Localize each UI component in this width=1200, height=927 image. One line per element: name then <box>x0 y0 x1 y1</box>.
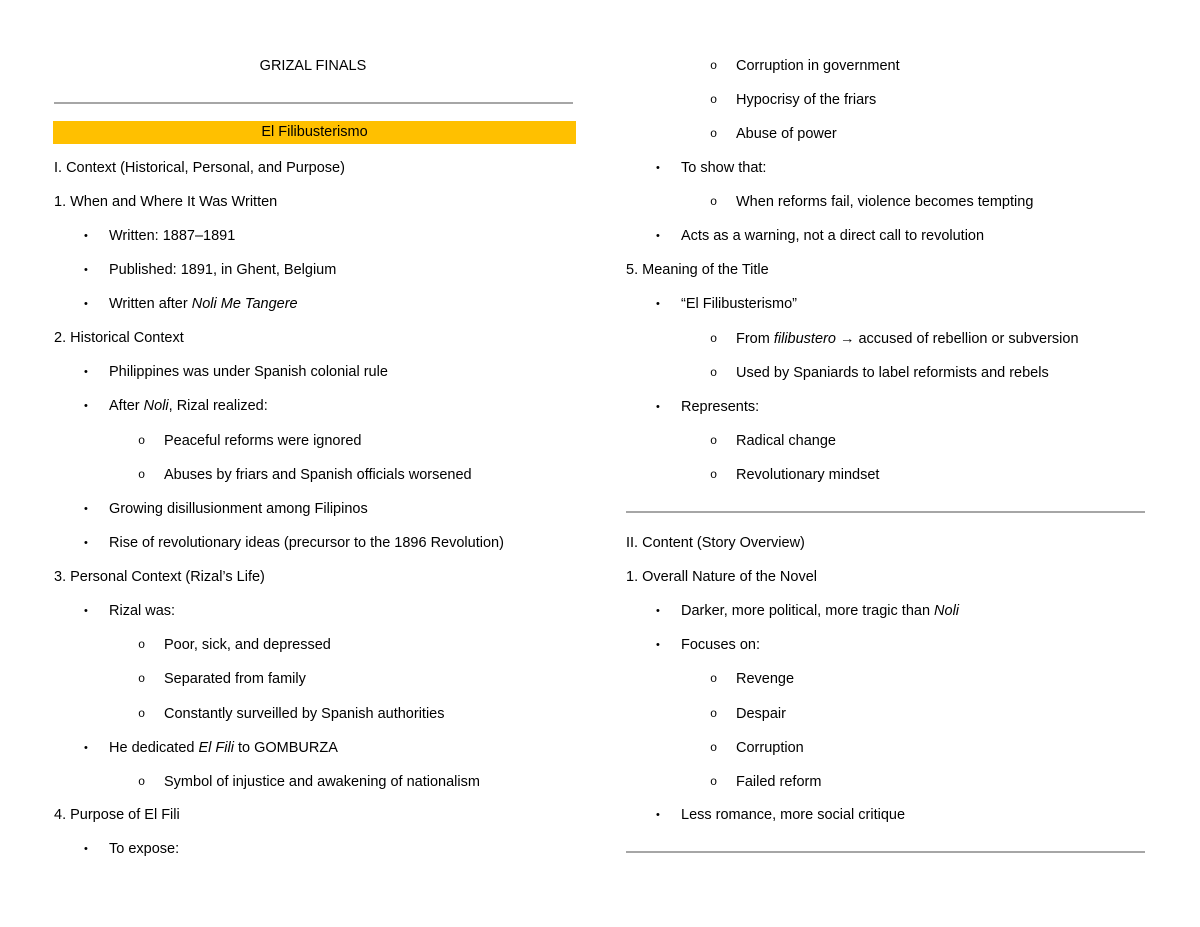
list-item: Darker, more political, more tragic than Noli <box>681 603 960 619</box>
sub-bullet-marker: o <box>138 775 146 789</box>
sub-list-item: Corruption in government <box>736 58 900 74</box>
bullet-marker: • <box>656 639 660 651</box>
subheading-historical: 2. Historical Context <box>54 330 184 346</box>
list-item: Represents: <box>681 399 760 415</box>
list-item: Focuses on: <box>681 637 760 653</box>
list-item: To expose: <box>109 841 180 857</box>
title-divider <box>54 102 573 104</box>
bullet-marker: • <box>84 503 88 515</box>
sub-list-item: Symbol of injustice and awakening of nationalism <box>164 774 480 790</box>
sub-bullet-marker: o <box>710 195 718 209</box>
sub-list-item: Hypocrisy of the friars <box>736 92 877 108</box>
sub-bullet-marker: o <box>138 638 146 652</box>
list-item: Growing disillusionment among Filipinos <box>109 501 368 517</box>
bullet-marker: • <box>656 230 660 242</box>
subheading-purpose: 4. Purpose of El Fili <box>54 807 180 823</box>
list-item: Less romance, more social critique <box>681 807 906 823</box>
sub-list-item: Constantly surveilled by Spanish authorities <box>164 706 445 722</box>
list-item: He dedicated El Fili to GOMBURZA <box>109 740 338 756</box>
bullet-marker: • <box>84 264 88 276</box>
list-item: Rise of revolutionary ideas (precursor to the 1896 Revolution) <box>109 535 504 551</box>
sub-list-item: Failed reform <box>736 774 822 790</box>
sub-list-item: Used by Spaniards to label reformists and rebels <box>736 365 1049 381</box>
sub-list-item: Poor, sick, and depressed <box>164 637 331 653</box>
section-heading-context: I. Context (Historical, Personal, and Purpose) <box>54 160 345 176</box>
bullet-marker: • <box>84 298 88 310</box>
sub-bullet-marker: o <box>710 332 718 346</box>
bullet-marker: • <box>656 605 660 617</box>
section-heading-content: II. Content (Story Overview) <box>626 535 805 551</box>
sub-list-item: Peaceful reforms were ignored <box>164 433 362 449</box>
bullet-marker: • <box>84 605 88 617</box>
document-title: GRIZAL FINALS <box>259 58 367 74</box>
bullet-marker: • <box>84 400 88 412</box>
list-item: After Noli, Rizal realized: <box>109 398 268 414</box>
sub-list-item: Despair <box>736 706 786 722</box>
sub-bullet-marker: o <box>710 741 718 755</box>
list-item: “El Filibusterismo” <box>681 296 798 312</box>
list-item: Published: 1891, in Ghent, Belgium <box>109 262 337 278</box>
subheading-overall-nature: 1. Overall Nature of the Novel <box>626 569 818 585</box>
section-divider <box>626 851 1145 853</box>
subheading-personal: 3. Personal Context (Rizal’s Life) <box>54 569 265 585</box>
subheading-title-meaning: 5. Meaning of the Title <box>626 262 769 278</box>
sub-bullet-marker: o <box>710 59 718 73</box>
sub-list-item: Abuse of power <box>736 126 837 142</box>
list-item: Acts as a warning, not a direct call to revolution <box>681 228 985 244</box>
sub-bullet-marker: o <box>710 366 718 380</box>
sub-bullet-marker: o <box>138 468 146 482</box>
sub-list-item: When reforms fail, violence becomes tempting <box>736 194 1034 210</box>
list-item: Philippines was under Spanish colonial rule <box>109 364 388 380</box>
list-item: Rizal was: <box>109 603 176 619</box>
sub-bullet-marker: o <box>710 672 718 686</box>
bullet-marker: • <box>656 162 660 174</box>
sub-list-item: From filibustero → accused of rebellion or subversion <box>736 331 1079 347</box>
sub-bullet-marker: o <box>710 707 718 721</box>
list-item: Written after Noli Me Tangere <box>109 296 298 312</box>
sub-list-item: Revolutionary mindset <box>736 467 880 483</box>
sub-bullet-marker: o <box>710 93 718 107</box>
subheading-when-where: 1. When and Where It Was Written <box>54 194 278 210</box>
bullet-marker: • <box>84 843 88 855</box>
sub-bullet-marker: o <box>710 468 718 482</box>
sub-list-item: Separated from family <box>164 671 306 687</box>
bullet-marker: • <box>84 366 88 378</box>
sub-list-item: Revenge <box>736 671 795 687</box>
sub-bullet-marker: o <box>138 707 146 721</box>
section-banner: El Filibusterismo <box>53 121 576 144</box>
sub-list-item: Radical change <box>736 433 836 449</box>
bullet-marker: • <box>84 537 88 549</box>
bullet-marker: • <box>656 298 660 310</box>
sub-bullet-marker: o <box>138 672 146 686</box>
bullet-marker: • <box>84 742 88 754</box>
sub-bullet-marker: o <box>710 775 718 789</box>
bullet-marker: • <box>656 401 660 413</box>
bullet-marker: • <box>656 809 660 821</box>
list-item: To show that: <box>681 160 767 176</box>
sub-bullet-marker: o <box>138 434 146 448</box>
list-item: Written: 1887–1891 <box>109 228 236 244</box>
sub-list-item: Corruption <box>736 740 804 756</box>
sub-bullet-marker: o <box>710 434 718 448</box>
sub-bullet-marker: o <box>710 127 718 141</box>
section-divider <box>626 511 1145 513</box>
bullet-marker: • <box>84 230 88 242</box>
sub-list-item: Abuses by friars and Spanish officials worsened <box>164 467 472 483</box>
